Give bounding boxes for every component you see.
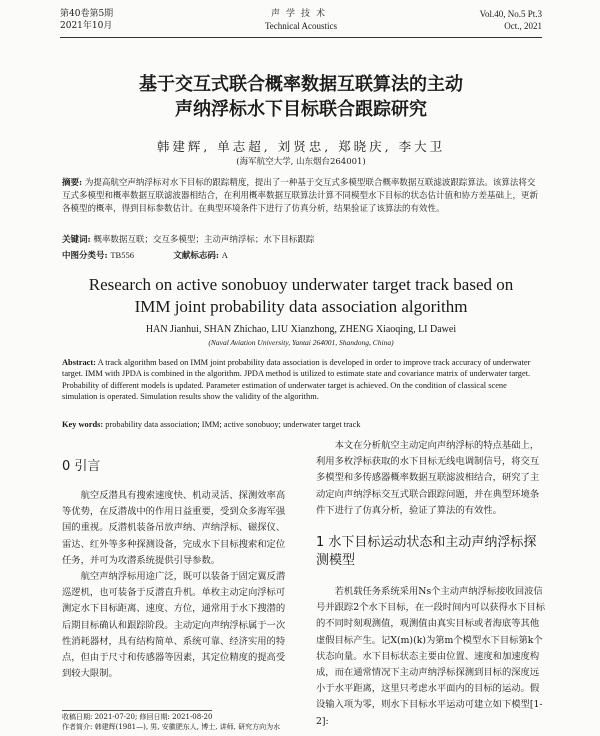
abstract-cn xyxy=(62,177,540,216)
left-column xyxy=(62,458,294,682)
keywords-cn-text: 概率数据互联；交互多模型；主动声纳浮标；水下目标跟踪 xyxy=(93,235,315,245)
section-1-para-1: 若机载任务系统采用Ns个主动声纳浮标接收回波信号并跟踪2个水下目标，在一段时间内可以获得水下目标的不同时刻观测值，观测值由真实目标或者海底等其他虚假目标产生。记X(m)(k)为第m个模型水下目标第k个状态向量。水下目标状态主要由位置、速度和加速度构成，而在通常情况下主动声纳浮标探测到目标的深度远小于水平距离，这里只考虑水平面内的目标的运动。假设输入项为零，则水下目标水平运动可建立如下模型[1-2]: xyxy=(316,586,546,727)
keywords-cn xyxy=(62,234,540,247)
right-column xyxy=(316,438,548,730)
clc-value: TB556 xyxy=(110,250,134,260)
footnote-dates: 收稿日期: 2021-07-20; 修回日期: 2021-08-20 xyxy=(62,713,213,721)
authors-cn: 韩建辉, 单志超, 刘贤忠, 郑晓庆, 李大卫 xyxy=(156,139,446,154)
header-center xyxy=(60,8,542,32)
intro-continuation: 本文在分析航空主动定向声纳浮标的特点基础上，利用多枚浮标获取的水下目标无线电调制信号，将交互多模型和多传感器概率数据互联滤波相结合，研究了主动定向声纳浮标交互式联合跟踪问题，并在典型环境条件下进行了仿真分析，验证了算法的有效性。 xyxy=(316,440,540,516)
abstract-cn-text: 为提高航空声纳浮标对水下目标的跟踪精度，提出了一种基于交互式多模型联合概率数据互联滤波跟踪算法。该算法将交互式多模型和概率数据互联滤波器相结合，在利用概率数据互联算法计算不同模型水下目标的状态估计值和协方差基础上，更新各模型的概率，得到目标参数估计。在典型环境条件下进行了仿真分析，结果验证了该算法的有效性。 xyxy=(62,178,539,214)
section-0-heading: 0 引言 xyxy=(62,459,101,474)
keywords-cn-label: 关键词: xyxy=(62,235,91,245)
header-right xyxy=(480,8,542,32)
keywords-en-label: Key words: xyxy=(62,420,104,429)
header-date: 2021年10月 xyxy=(60,21,113,31)
doc-code-value: A xyxy=(221,250,228,260)
classification-cn xyxy=(62,249,540,263)
doc-code-label: 文献标志码: xyxy=(173,251,220,261)
footnote-rule xyxy=(62,710,212,711)
section-1-heading: 1 水下目标运动状态和主动声纳浮标探测模型 xyxy=(316,535,537,569)
header-date-en: Oct., 2021 xyxy=(504,21,542,31)
clc-label: 中图分类号: xyxy=(62,251,108,261)
authors-en: HAN Jianhui, SHAN Zhichao, LIU Xianzhong, ZHENG Xiaoqing, LI Dawei xyxy=(145,324,457,335)
title-en-line2: IMM joint probability data association algorithm xyxy=(134,297,468,316)
section-0-para-1: 航空反潜具有搜索速度快、机动灵活、探测效率高等优势，在反潜战中的作用日益重要，受到众多海军强国的重视。反潜机装备吊放声纳、声纳浮标、磁探仪、雷达、红外等多种探测设备，完成水下目标搜索和定位任务，并可为攻潜系统提供引导参数。 xyxy=(62,490,286,566)
header-journal-cn: 声学技术 xyxy=(270,9,331,19)
header-journal-en: Technical Acoustics xyxy=(264,21,338,31)
abstract-en xyxy=(62,357,540,403)
keywords-en-text: probability data association; IMM; active sonobuoy; underwater target track xyxy=(105,420,361,429)
title-en-line1: Research on active sonobuoy underwater target track based on xyxy=(88,275,514,294)
title-cn-line1: 基于交互式联合概率数据互联算法的主动 xyxy=(139,74,463,95)
title-en xyxy=(60,274,542,318)
running-header xyxy=(60,8,542,34)
abstract-en-label: Abstract: xyxy=(62,358,96,367)
header-volume-en: Vol.40, No.5 Pt.3 xyxy=(479,9,542,19)
footnote-author: 作者简介: 韩建辉(1981—), 男, 安徽肥东人, 博士, 讲师, 研究方向为水 xyxy=(62,722,281,731)
title-cn xyxy=(60,72,542,122)
header-volume: 第40卷第5期 xyxy=(60,9,114,19)
footnote xyxy=(62,713,302,732)
abstract-en-text: A track algorithm based on IMM joint probability data association is developed in order to improve track accuracy of underwater target. IMM with JPDA is combined in the algorithm. JPDA method is utilized to estimate state and covariance matrix of underwater target. Probability of different models is updated. Parameter estimation of underwater target is achieved. On the condition of classical scene simulation is operated. Simulation results show the validity of the algorithm. xyxy=(62,358,531,402)
section-0-para-2: 航空声纳浮标用途广泛，既可以装备于固定翼反潜巡逻机，也可装备于反潜直升机。单枚主动定向浮标可测定水下目标距离、速度、方位，通常用于水下搜潜的后期目标确认和跟踪阶段。主动定向声纳浮标属于一次性消耗器材，具有结构简单、系统可靠、经济实用的特点，但由于尺寸和传感器等因素，其定位精度的提高受到较大限制。 xyxy=(62,571,286,680)
header-rule xyxy=(60,37,542,38)
abstract-cn-label: 摘要: xyxy=(62,178,83,188)
affiliation-cn: (海军航空大学, 山东烟台264001) xyxy=(236,157,366,167)
affiliation-en: (Naval Aviation University, Yantai 264001, Shandong, China) xyxy=(208,338,394,347)
keywords-en xyxy=(62,419,540,430)
title-cn-line2: 声纳浮标水下目标联合跟踪研究 xyxy=(175,99,427,120)
